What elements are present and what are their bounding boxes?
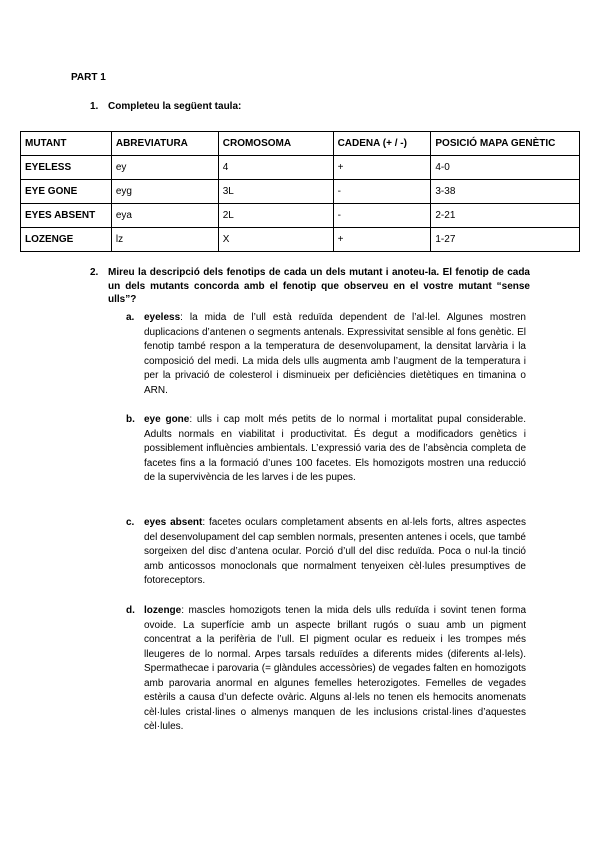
cell-mutant: LOZENGE (21, 228, 112, 252)
table-header-row (21, 132, 580, 156)
cell-strand: - (333, 204, 431, 228)
cell-abbreviation: eya (111, 204, 218, 228)
cell-strand: - (333, 180, 431, 204)
cell-map-position: 2-21 (431, 204, 580, 228)
question-2-text: Mireu la descripció dels fenotips de cada un dels mutant i anoteu-la. El fenotip de cada un dels mutants concorda amb el fenotip que observeu en el vostre mutant “sense ulls”? (108, 267, 530, 305)
part-heading: PART 1 (71, 72, 106, 83)
mutant-description: : facetes oculars completament absents en al·lels forts, altres aspectes del desenvolupament del cap semblen normals, presenten antenes i ocels, que també sorgeixen del disc d’antena ocular. Porció d’ull del disc reduïda. Poca o nul·la tinció amb anticossos monoclonals que normalment tenyeixen cèl·lules presumptives de fotoreceptors. (144, 517, 526, 586)
header-abbreviation: ABREVIATURA (111, 132, 218, 156)
item-letter: a. (126, 312, 135, 323)
cell-chromosome: X (218, 228, 333, 252)
cell-mutant: EYE GONE (21, 180, 112, 204)
cell-map-position: 3-38 (431, 180, 580, 204)
mutant-description: : la mida de l’ull està reduïda dependent de l’al·lel. Algunes mostren duplicacions d’antenen o segments antenals. Expressivitat sensible al fons genètic. El fenotip també respon a la temperatura de desenvolupament, la densitat larvària i la composició del medi. La mida dels ulls augmenta amb l’augment de la temperatura i per la privació de colesterol i disminueix per deficiències dietètiques en timanina o ARN. (144, 312, 526, 396)
question-1 (90, 101, 241, 112)
cell-abbreviation: ey (111, 156, 218, 180)
table-row (21, 180, 580, 204)
cell-mutant: EYELESS (21, 156, 112, 180)
cell-strand: + (333, 156, 431, 180)
question-1-text: Completeu la següent taula: (108, 101, 242, 112)
table-row (21, 228, 580, 252)
table-row (21, 204, 580, 228)
mutant-name: eyeless (144, 312, 181, 323)
cell-map-position: 4-0 (431, 156, 580, 180)
cell-abbreviation: lz (111, 228, 218, 252)
mutant-description: : mascles homozigots tenen la mida dels ulls reduïda i sovint tenen forma ovoide. La superfície amb un aspecte brillant rugós o suau amb un pigment concentrat a la perifèria de l’ull. El pigment ocular es redueix i les trompes més lleugeres de lo normal. Arpes tarsals reduïdes a diferents mides (diferents al·lels). Spermathecae i parovaria (= glàndules accessòries) de vegades falten en homozigots amb parovaria anormal en algunes femelles heterozigotes. Femelles de vegades estèrils a causa d’un defecte ovàric. Alguns al·lels no tenen els hemocits anomenats cèl·lules cristal·lines o almenys manquen de les inclusions cristal·lines d’aquestes cèl·lules. (144, 605, 526, 732)
mutant-table (20, 131, 580, 252)
header-mutant: MUTANT (21, 132, 112, 156)
cell-chromosome: 4 (218, 156, 333, 180)
table-row (21, 156, 580, 180)
header-map-position: POSICIÓ MAPA GENÈTIC (431, 132, 580, 156)
item-letter: c. (126, 517, 135, 528)
cell-abbreviation: eyg (111, 180, 218, 204)
cell-strand: + (333, 228, 431, 252)
question-2-number: 2. (90, 267, 99, 278)
item-letter: b. (126, 414, 135, 425)
question-2 (90, 266, 530, 307)
cell-map-position: 1-27 (431, 228, 580, 252)
header-strand: CADENA (+ / -) (333, 132, 431, 156)
mutant-name: eye gone (144, 414, 190, 425)
mutant-name: lozenge (144, 605, 182, 616)
description-eye-gone (126, 413, 526, 486)
cell-chromosome: 2L (218, 204, 333, 228)
header-chromosome: CROMOSOMA (218, 132, 333, 156)
cell-chromosome: 3L (218, 180, 333, 204)
description-eyes-absent (126, 516, 526, 589)
item-letter: d. (126, 605, 135, 616)
cell-mutant: EYES ABSENT (21, 204, 112, 228)
mutant-name: eyes absent (144, 517, 203, 528)
description-eyeless (126, 311, 526, 398)
question-1-number: 1. (90, 101, 99, 112)
mutant-description: : ulls i cap molt més petits de lo normal i mortalitat pupal considerable. Adults normals en viabilitat i productivitat. És degut a modificadors genètics i possiblement influències ambientals. L’expressió varia des de l’absència completa de facetes fins a la formació d’unes 100 facetes. Els homozigots mostren una reducció de la supervivència de les larves i de les pupes. (144, 414, 526, 483)
description-lozenge (126, 604, 526, 735)
